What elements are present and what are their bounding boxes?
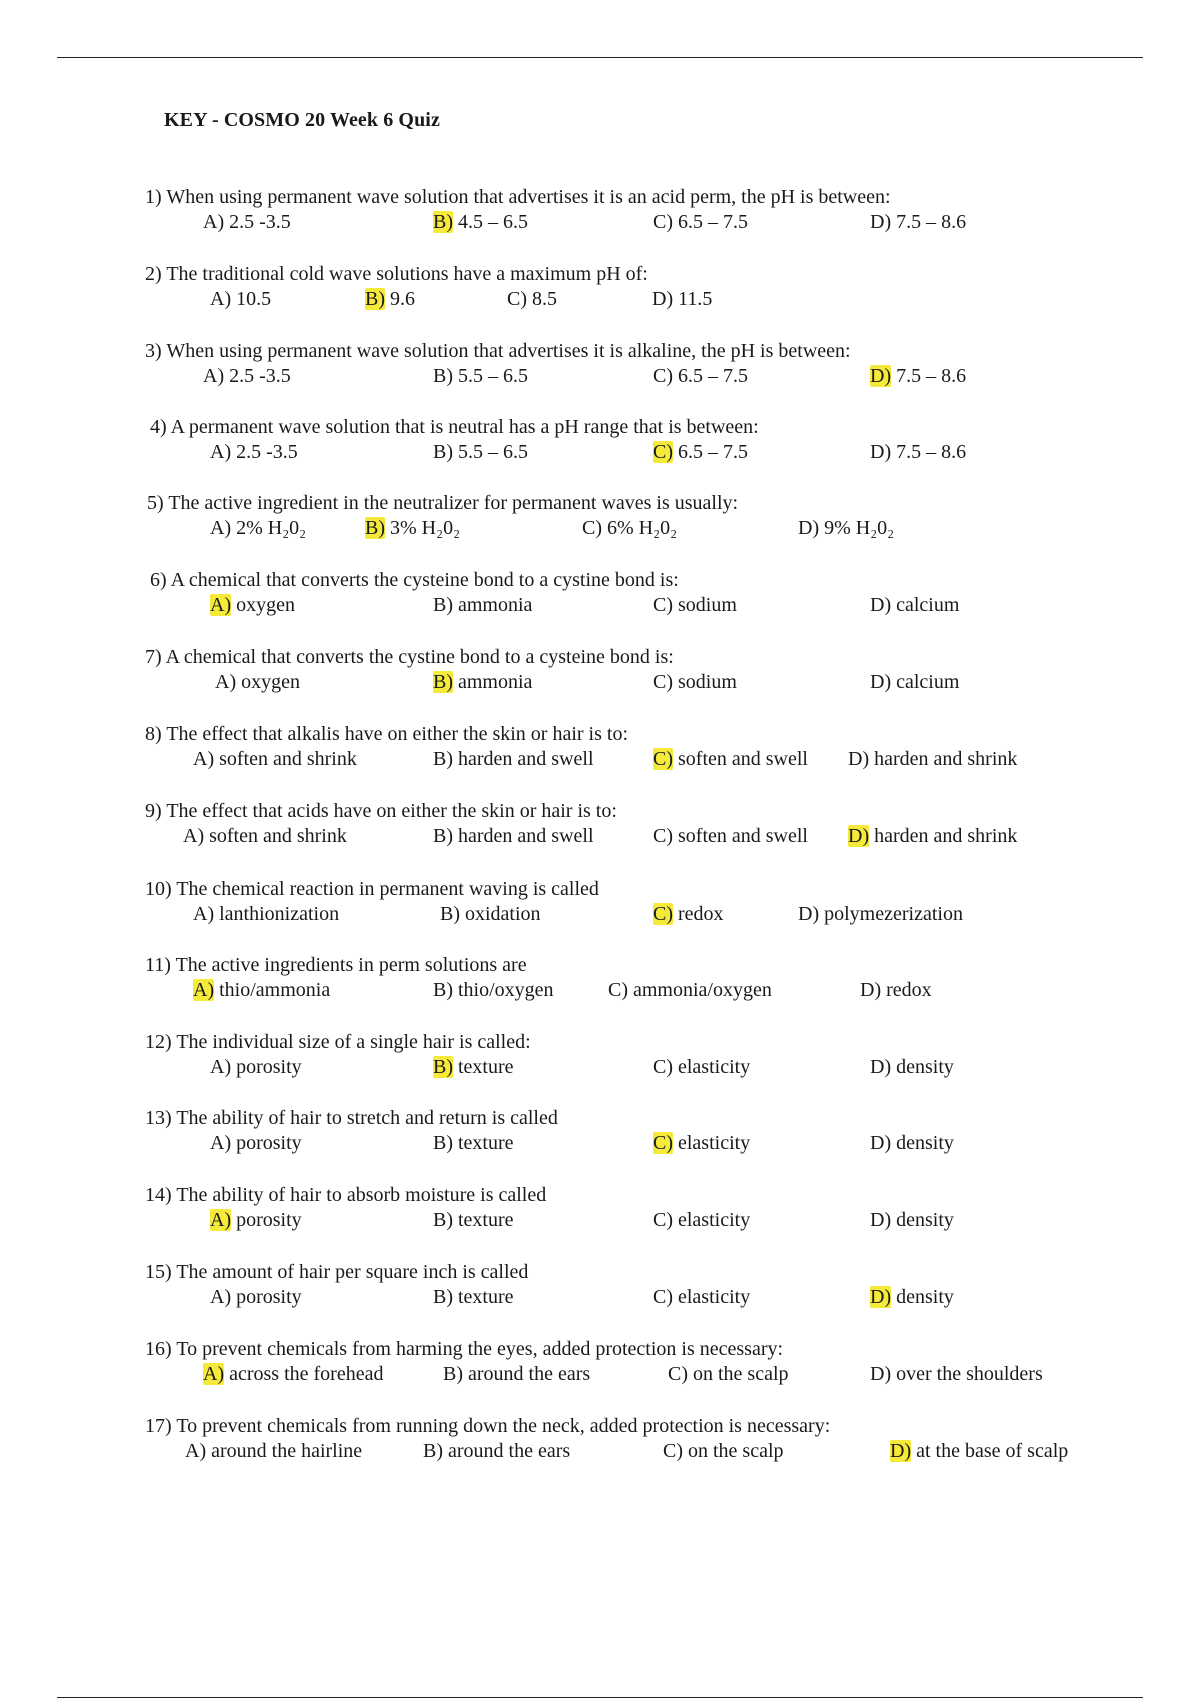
correct-answer-highlight: B) — [365, 288, 385, 310]
answer-options — [145, 287, 1185, 312]
question — [145, 1260, 1185, 1310]
option-letter: B) — [423, 1440, 443, 1462]
question-number: 9) — [145, 800, 162, 822]
question-stem — [145, 339, 1185, 364]
option-text: porosity — [236, 1209, 302, 1231]
answer-options — [145, 978, 1185, 1003]
answer-option — [210, 287, 271, 312]
question-text: The ability of hair to absorb moisture is called — [176, 1184, 547, 1206]
correct-answer-highlight: D) — [870, 365, 892, 387]
answer-option — [668, 1362, 789, 1387]
option-letter: B) — [433, 365, 453, 387]
answer-option — [433, 210, 528, 235]
answer-option — [870, 210, 966, 235]
option-letter: C) — [653, 1209, 673, 1231]
question-text: The amount of hair per square inch is called — [176, 1261, 529, 1283]
answer-option — [653, 747, 808, 772]
question-text: A permanent wave solution that is neutral has a pH range that is between: — [170, 416, 759, 438]
option-text: 6.5 – 7.5 — [678, 441, 748, 463]
answer-option — [215, 670, 300, 695]
question-text: The effect that acids have on either the skin or hair is to: — [166, 800, 617, 822]
correct-answer-highlight: B) — [433, 211, 453, 233]
answer-option — [653, 593, 737, 618]
question — [145, 339, 1185, 389]
option-text: harden and shrink — [874, 825, 1018, 847]
option-letter: A) — [203, 365, 225, 387]
answer-option — [203, 364, 291, 389]
option-text: porosity — [236, 1286, 302, 1308]
answer-option — [423, 1439, 570, 1464]
question-number: 3) — [145, 340, 162, 362]
question-stem — [145, 1414, 1185, 1439]
question-text: To prevent chemicals from running down the neck, added protection is necessary: — [176, 1415, 831, 1437]
question-text: The individual size of a single hair is called: — [176, 1031, 531, 1053]
option-text: elasticity — [678, 1132, 751, 1154]
question-stem — [150, 415, 1190, 440]
question-stem — [145, 1260, 1185, 1285]
answer-option — [433, 440, 528, 465]
answer-option — [608, 978, 772, 1003]
question-number: 5) — [147, 492, 164, 514]
question — [145, 722, 1185, 772]
option-letter: D) — [798, 517, 820, 539]
question — [145, 1337, 1185, 1387]
question — [145, 1183, 1185, 1233]
option-letter: C) — [653, 1286, 673, 1308]
bottom-rule — [57, 1697, 1143, 1698]
answer-option — [798, 516, 894, 541]
question-stem — [145, 722, 1185, 747]
answer-options — [147, 516, 1187, 541]
answer-options — [145, 824, 1185, 849]
option-letter: B) — [433, 594, 453, 616]
option-text: around the ears — [448, 1440, 571, 1462]
answer-option — [365, 287, 415, 312]
option-text: 7.5 – 8.6 — [896, 211, 967, 233]
answer-option — [210, 1208, 302, 1233]
option-letter: D) — [870, 1132, 892, 1154]
answer-options — [145, 1055, 1185, 1080]
answer-option — [443, 1362, 590, 1387]
option-text: sodium — [678, 594, 737, 616]
option-letter: D) — [860, 979, 882, 1001]
option-letter: C) — [653, 825, 673, 847]
option-text: elasticity — [678, 1056, 751, 1078]
question-stem — [145, 185, 1185, 210]
option-text: at the base of scalp — [916, 1440, 1069, 1462]
option-text: polymezerization — [824, 903, 963, 925]
question-stem — [150, 568, 1190, 593]
question — [145, 1414, 1185, 1464]
question — [150, 415, 1190, 465]
answer-option — [653, 364, 748, 389]
option-text: soften and shrink — [209, 825, 347, 847]
answer-option — [870, 1131, 954, 1156]
option-letter: A) — [215, 671, 237, 693]
answer-option — [365, 516, 460, 541]
option-text: 2% H₂0₂ — [236, 517, 307, 539]
question-stem — [145, 1106, 1185, 1131]
answer-option — [183, 824, 347, 849]
answer-option — [870, 1362, 1043, 1387]
answer-options — [145, 902, 1185, 927]
question-stem — [145, 262, 1185, 287]
option-letter: C) — [653, 594, 673, 616]
option-text: oxygen — [236, 594, 295, 616]
answer-option — [848, 747, 1017, 772]
answer-option — [653, 670, 737, 695]
question-number: 10) — [145, 878, 172, 900]
option-letter: A) — [210, 1056, 232, 1078]
option-text: redox — [678, 903, 724, 925]
question-number: 4) — [150, 416, 167, 438]
option-text: density — [896, 1209, 954, 1231]
answer-option — [653, 1131, 750, 1156]
option-text: 7.5 – 8.6 — [896, 441, 967, 463]
question-text: A chemical that converts the cystine bond to a cysteine bond is: — [165, 646, 674, 668]
question-number: 11) — [145, 954, 171, 976]
option-letter: C) — [507, 288, 527, 310]
answer-option — [433, 824, 594, 849]
answer-option — [653, 210, 748, 235]
option-letter: B) — [433, 1132, 453, 1154]
option-text: oxidation — [465, 903, 541, 925]
answer-option — [203, 210, 291, 235]
option-text: around the ears — [468, 1363, 591, 1385]
answer-option — [433, 1131, 514, 1156]
option-letter: D) — [870, 1363, 892, 1385]
correct-answer-highlight: A) — [210, 1209, 232, 1231]
answer-options — [150, 593, 1190, 618]
option-letter: A) — [210, 517, 232, 539]
question-number: 14) — [145, 1184, 172, 1206]
option-letter: C) — [653, 1056, 673, 1078]
answer-options — [145, 1285, 1185, 1310]
option-text: 9% H₂0₂ — [824, 517, 895, 539]
option-text: ammonia — [458, 594, 533, 616]
answer-option — [653, 1055, 750, 1080]
question-number: 15) — [145, 1261, 172, 1283]
option-text: porosity — [236, 1132, 302, 1154]
answer-option — [193, 902, 339, 927]
option-text: density — [896, 1286, 954, 1308]
option-text: 7.5 – 8.6 — [896, 365, 967, 387]
question-number: 8) — [145, 723, 162, 745]
question-stem — [145, 877, 1185, 902]
question-text: When using permanent wave solution that advertises it is alkaline, the pH is between: — [166, 340, 851, 362]
option-text: harden and swell — [458, 825, 594, 847]
option-letter: D) — [870, 211, 892, 233]
answer-option — [440, 902, 541, 927]
option-letter: B) — [433, 1209, 453, 1231]
question — [145, 799, 1185, 849]
option-text: texture — [458, 1209, 514, 1231]
question-stem — [145, 645, 1185, 670]
question — [145, 645, 1185, 695]
option-text: oxygen — [241, 671, 300, 693]
answer-option — [798, 902, 963, 927]
option-text: 9.6 — [390, 288, 415, 310]
question-text: The active ingredient in the neutralizer for permanent waves is usually: — [168, 492, 739, 514]
correct-answer-highlight: C) — [653, 748, 673, 770]
question-stem — [147, 491, 1187, 516]
answer-option — [507, 287, 557, 312]
answer-option — [433, 1208, 514, 1233]
option-text: 11.5 — [678, 288, 713, 310]
option-letter: D) — [870, 671, 892, 693]
correct-answer-highlight: D) — [890, 1440, 912, 1462]
correct-answer-highlight: B) — [433, 1056, 453, 1078]
question-text: The chemical reaction in permanent waving is called — [176, 878, 599, 900]
question-stem — [145, 953, 1185, 978]
option-letter: D) — [652, 288, 674, 310]
option-text: around the hairline — [211, 1440, 363, 1462]
option-letter: D) — [848, 748, 870, 770]
option-letter: A) — [185, 1440, 207, 1462]
option-letter: D) — [870, 1209, 892, 1231]
question — [145, 953, 1185, 1003]
answer-option — [582, 516, 677, 541]
option-text: on the scalp — [693, 1363, 789, 1385]
correct-answer-highlight: D) — [848, 825, 870, 847]
answer-option — [210, 516, 306, 541]
option-text: lanthionization — [219, 903, 340, 925]
option-letter: B) — [440, 903, 460, 925]
answer-option — [433, 747, 594, 772]
option-letter: D) — [870, 441, 892, 463]
option-letter: A) — [193, 748, 215, 770]
option-letter: A) — [193, 903, 215, 925]
correct-answer-highlight: B) — [365, 517, 385, 539]
option-text: over the shoulders — [896, 1363, 1043, 1385]
answer-option — [890, 1439, 1068, 1464]
answer-option — [433, 978, 554, 1003]
option-text: 2.5 -3.5 — [229, 365, 291, 387]
answer-option — [870, 670, 959, 695]
answer-option — [653, 902, 724, 927]
answer-option — [433, 364, 528, 389]
option-letter: D) — [870, 594, 892, 616]
question-number: 17) — [145, 1415, 172, 1437]
option-letter: B) — [443, 1363, 463, 1385]
option-text: porosity — [236, 1056, 302, 1078]
option-text: elasticity — [678, 1209, 751, 1231]
answer-options — [145, 364, 1185, 389]
question-text: To prevent chemicals from harming the eyes, added protection is necessary: — [176, 1338, 784, 1360]
answer-options — [145, 670, 1185, 695]
option-letter: B) — [433, 441, 453, 463]
option-text: soften and swell — [678, 825, 808, 847]
option-text: 6% H₂0₂ — [607, 517, 678, 539]
question — [147, 491, 1187, 541]
correct-answer-highlight: B) — [433, 671, 453, 693]
question-text: A chemical that converts the cysteine bond to a cystine bond is: — [170, 569, 679, 591]
answer-option — [870, 364, 966, 389]
option-letter: B) — [433, 825, 453, 847]
answer-option — [653, 824, 808, 849]
answer-option — [860, 978, 932, 1003]
option-text: sodium — [678, 671, 737, 693]
answer-option — [652, 287, 712, 312]
answer-options — [145, 1131, 1185, 1156]
correct-answer-highlight: C) — [653, 1132, 673, 1154]
answer-option — [433, 1285, 514, 1310]
option-letter: C) — [608, 979, 628, 1001]
answer-option — [653, 1285, 750, 1310]
answer-option — [653, 440, 748, 465]
question-text: The traditional cold wave solutions have a maximum pH of: — [166, 263, 648, 285]
option-text: 6.5 – 7.5 — [678, 211, 748, 233]
question — [145, 1030, 1185, 1080]
question-text: The ability of hair to stretch and return is called — [176, 1107, 558, 1129]
answer-option — [870, 440, 966, 465]
option-letter: A) — [183, 825, 205, 847]
correct-answer-highlight: A) — [210, 594, 232, 616]
option-text: soften and swell — [678, 748, 808, 770]
answer-option — [848, 824, 1017, 849]
answer-option — [663, 1439, 784, 1464]
option-text: 5.5 – 6.5 — [458, 441, 528, 463]
answer-option — [210, 1055, 302, 1080]
correct-answer-highlight: C) — [653, 903, 673, 925]
question-text: The effect that alkalis have on either the skin or hair is to: — [166, 723, 629, 745]
answer-option — [870, 1055, 954, 1080]
question-stem — [145, 1030, 1185, 1055]
option-text: 6.5 – 7.5 — [678, 365, 748, 387]
option-letter: B) — [433, 979, 453, 1001]
option-letter: C) — [582, 517, 602, 539]
answer-options — [145, 1439, 1185, 1464]
option-letter: D) — [798, 903, 820, 925]
question-stem — [145, 1337, 1185, 1362]
option-letter: A) — [210, 1132, 232, 1154]
option-letter: A) — [210, 288, 232, 310]
option-text: 10.5 — [236, 288, 272, 310]
option-text: ammonia — [458, 671, 533, 693]
question-text: When using permanent wave solution that advertises it is an acid perm, the pH is between: — [166, 186, 891, 208]
option-text: harden and swell — [458, 748, 594, 770]
option-text: density — [896, 1132, 954, 1154]
option-letter: C) — [653, 671, 673, 693]
correct-answer-highlight: A) — [203, 1363, 225, 1385]
option-text: harden and shrink — [874, 748, 1018, 770]
option-text: 5.5 – 6.5 — [458, 365, 528, 387]
option-letter: B) — [433, 748, 453, 770]
answer-option — [870, 1208, 954, 1233]
answer-options — [145, 1208, 1185, 1233]
answer-option — [433, 593, 532, 618]
correct-answer-highlight: D) — [870, 1286, 892, 1308]
answer-options — [145, 1362, 1185, 1387]
option-text: soften and shrink — [219, 748, 357, 770]
option-text: elasticity — [678, 1286, 751, 1308]
question — [145, 262, 1185, 312]
question — [145, 1106, 1185, 1156]
option-text: 4.5 – 6.5 — [458, 211, 528, 233]
question-number: 2) — [145, 263, 162, 285]
answer-option — [210, 593, 295, 618]
option-letter: C) — [653, 211, 673, 233]
question-stem — [145, 799, 1185, 824]
option-text: calcium — [896, 671, 960, 693]
option-text: texture — [458, 1132, 514, 1154]
question-number: 7) — [145, 646, 162, 668]
answer-option — [433, 1055, 514, 1080]
answer-option — [210, 1131, 302, 1156]
option-text: 2.5 -3.5 — [229, 211, 291, 233]
question-number: 13) — [145, 1107, 172, 1129]
option-letter: D) — [870, 1056, 892, 1078]
option-letter: C) — [663, 1440, 683, 1462]
question-number: 16) — [145, 1338, 172, 1360]
option-text: thio/oxygen — [458, 979, 554, 1001]
option-letter: A) — [210, 1286, 232, 1308]
option-text: 3% H₂0₂ — [390, 517, 461, 539]
answer-option — [870, 593, 959, 618]
option-text: on the scalp — [688, 1440, 784, 1462]
answer-option — [193, 747, 357, 772]
question — [150, 568, 1190, 618]
answer-option — [870, 1285, 954, 1310]
option-text: density — [896, 1056, 954, 1078]
answer-options — [150, 440, 1190, 465]
answer-option — [210, 440, 298, 465]
option-text: thio/ammonia — [219, 979, 331, 1001]
answer-options — [145, 210, 1185, 235]
option-text: ammonia/oxygen — [633, 979, 772, 1001]
question-number: 12) — [145, 1031, 172, 1053]
question-number: 1) — [145, 186, 162, 208]
answer-option — [653, 1208, 750, 1233]
option-letter: C) — [653, 365, 673, 387]
answer-option — [433, 670, 532, 695]
option-letter: A) — [203, 211, 225, 233]
correct-answer-highlight: C) — [653, 441, 673, 463]
question-number: 6) — [150, 569, 167, 591]
correct-answer-highlight: A) — [193, 979, 215, 1001]
option-letter: B) — [433, 1286, 453, 1308]
option-letter: C) — [668, 1363, 688, 1385]
option-text: 8.5 — [532, 288, 557, 310]
question — [145, 877, 1185, 927]
option-text: across the forehead — [229, 1363, 384, 1385]
question-text: The active ingredients in perm solutions are — [175, 954, 527, 976]
answer-option — [193, 978, 330, 1003]
question — [145, 185, 1185, 235]
option-text: texture — [458, 1056, 514, 1078]
option-letter: A) — [210, 441, 232, 463]
top-rule — [57, 57, 1143, 58]
page-title: KEY - COSMO 20 Week 6 Quiz — [164, 109, 440, 131]
answer-option — [185, 1439, 362, 1464]
question-stem — [145, 1183, 1185, 1208]
option-text: 2.5 -3.5 — [236, 441, 298, 463]
answer-option — [210, 1285, 302, 1310]
option-text: calcium — [896, 594, 960, 616]
answer-option — [203, 1362, 383, 1387]
option-text: redox — [886, 979, 932, 1001]
option-text: texture — [458, 1286, 514, 1308]
answer-options — [145, 747, 1185, 772]
